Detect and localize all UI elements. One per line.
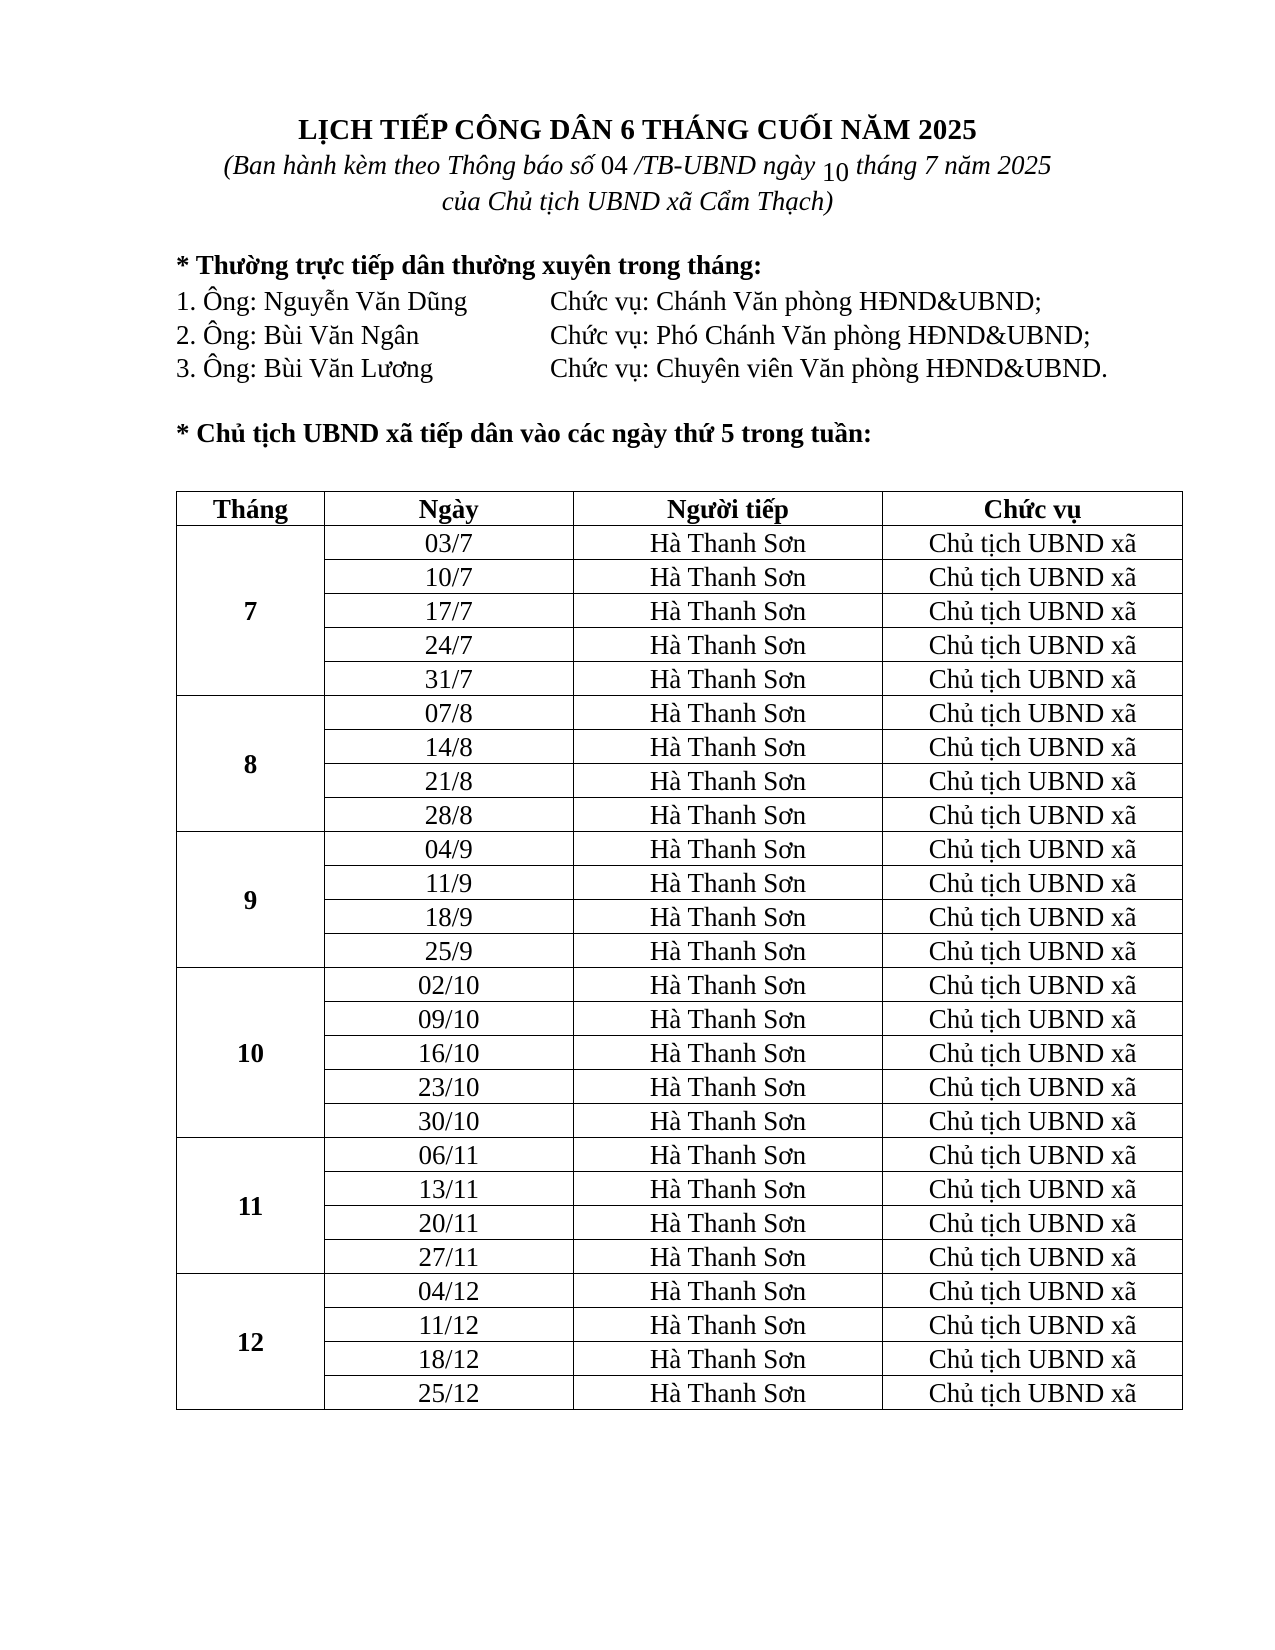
date-cell: 18/12: [324, 1342, 573, 1376]
table-row: [177, 1138, 1183, 1172]
date-cell: 31/7: [324, 662, 573, 696]
notice-number: 04: [600, 150, 628, 180]
subtitle-mid-1: /TB-UBND ngày: [627, 150, 822, 180]
date-cell: 11/12: [324, 1308, 573, 1342]
date-cell: 06/11: [324, 1138, 573, 1172]
month-cell: 12: [177, 1274, 325, 1410]
month-cell: 8: [177, 696, 325, 832]
person-cell: Hà Thanh Sơn: [573, 1274, 883, 1308]
position-cell: Chủ tịch UBND xã: [883, 1070, 1183, 1104]
date-cell: 24/7: [324, 628, 573, 662]
staff-row: [176, 320, 1176, 354]
person-cell: Hà Thanh Sơn: [573, 730, 883, 764]
table-header-row: [177, 492, 1183, 526]
date-cell: 23/10: [324, 1070, 573, 1104]
table-row: [177, 1172, 1183, 1206]
position-cell: Chủ tịch UBND xã: [883, 1376, 1183, 1410]
date-cell: 16/10: [324, 1036, 573, 1070]
person-cell: Hà Thanh Sơn: [573, 866, 883, 900]
table-row: [177, 1274, 1183, 1308]
date-cell: 18/9: [324, 900, 573, 934]
date-cell: 13/11: [324, 1172, 573, 1206]
position-cell: Chủ tịch UBND xã: [883, 1002, 1183, 1036]
header-person: Người tiếp: [573, 492, 883, 526]
table-row: [177, 1036, 1183, 1070]
staff-name: 1. Ông: Nguyễn Văn Dũng: [176, 286, 468, 316]
staff-role: Chức vụ: Chuyên viên Văn phòng HĐND&UBND.: [550, 353, 1108, 383]
schedule-table: [176, 491, 1183, 1410]
person-cell: Hà Thanh Sơn: [573, 764, 883, 798]
date-cell: 17/7: [324, 594, 573, 628]
subtitle-mid-2: tháng 7 năm 2025: [848, 150, 1052, 180]
position-cell: Chủ tịch UBND xã: [883, 526, 1183, 560]
position-cell: Chủ tịch UBND xã: [883, 560, 1183, 594]
date-cell: 30/10: [324, 1104, 573, 1138]
position-cell: Chủ tịch UBND xã: [883, 798, 1183, 832]
position-cell: Chủ tịch UBND xã: [883, 866, 1183, 900]
position-cell: Chủ tịch UBND xã: [883, 696, 1183, 730]
date-cell: 20/11: [324, 1206, 573, 1240]
table-row: [177, 900, 1183, 934]
position-cell: Chủ tịch UBND xã: [883, 1240, 1183, 1274]
date-cell: 25/12: [324, 1376, 573, 1410]
subtitle-line-2: của Chủ tịch UBND xã Cẩm Thạch): [441, 186, 834, 216]
date-cell: 03/7: [324, 526, 573, 560]
table-row: [177, 866, 1183, 900]
person-cell: Hà Thanh Sơn: [573, 1376, 883, 1410]
table-row: [177, 1104, 1183, 1138]
table-row: [177, 1376, 1183, 1410]
date-cell: 07/8: [324, 696, 573, 730]
position-cell: Chủ tịch UBND xã: [883, 1308, 1183, 1342]
table-row: [177, 560, 1183, 594]
date-cell: 04/12: [324, 1274, 573, 1308]
date-cell: 21/8: [324, 764, 573, 798]
month-cell: 7: [177, 526, 325, 696]
position-cell: Chủ tịch UBND xã: [883, 628, 1183, 662]
position-cell: Chủ tịch UBND xã: [883, 1274, 1183, 1308]
date-cell: 14/8: [324, 730, 573, 764]
table-row: [177, 968, 1183, 1002]
person-cell: Hà Thanh Sơn: [573, 1036, 883, 1070]
person-cell: Hà Thanh Sơn: [573, 1172, 883, 1206]
date-cell: 25/9: [324, 934, 573, 968]
position-cell: Chủ tịch UBND xã: [883, 764, 1183, 798]
person-cell: Hà Thanh Sơn: [573, 1070, 883, 1104]
person-cell: Hà Thanh Sơn: [573, 900, 883, 934]
position-cell: Chủ tịch UBND xã: [883, 594, 1183, 628]
month-cell: 10: [177, 968, 325, 1138]
table-row: [177, 594, 1183, 628]
position-cell: Chủ tịch UBND xã: [883, 730, 1183, 764]
notice-day: 10: [821, 157, 849, 187]
table-row: [177, 1308, 1183, 1342]
person-cell: Hà Thanh Sơn: [573, 968, 883, 1002]
section-heading-regular: * Thường trực tiếp dân thường xuyên trong tháng:: [176, 250, 763, 280]
section-heading-chairman: * Chủ tịch UBND xã tiếp dân vào các ngày thứ 5 trong tuần:: [176, 418, 873, 448]
table-row: [177, 526, 1183, 560]
date-cell: 28/8: [324, 798, 573, 832]
header-position: Chức vụ: [883, 492, 1183, 526]
header-month: Tháng: [177, 492, 325, 526]
position-cell: Chủ tịch UBND xã: [883, 832, 1183, 866]
position-cell: Chủ tịch UBND xã: [883, 662, 1183, 696]
table-row: [177, 934, 1183, 968]
staff-row: [176, 286, 1176, 320]
date-cell: 27/11: [324, 1240, 573, 1274]
person-cell: Hà Thanh Sơn: [573, 594, 883, 628]
staff-name: 2. Ông: Bùi Văn Ngân: [176, 320, 420, 350]
position-cell: Chủ tịch UBND xã: [883, 1104, 1183, 1138]
position-cell: Chủ tịch UBND xã: [883, 1206, 1183, 1240]
person-cell: Hà Thanh Sơn: [573, 1002, 883, 1036]
person-cell: Hà Thanh Sơn: [573, 696, 883, 730]
position-cell: Chủ tịch UBND xã: [883, 1138, 1183, 1172]
table-row: [177, 730, 1183, 764]
table-row: [177, 1002, 1183, 1036]
month-cell: 11: [177, 1138, 325, 1274]
date-cell: 10/7: [324, 560, 573, 594]
schedule-body: [177, 526, 1183, 1410]
person-cell: Hà Thanh Sơn: [573, 1206, 883, 1240]
person-cell: Hà Thanh Sơn: [573, 1342, 883, 1376]
person-cell: Hà Thanh Sơn: [573, 1308, 883, 1342]
table-row: [177, 696, 1183, 730]
table-row: [177, 628, 1183, 662]
subtitle-prefix: (Ban hành kèm theo Thông báo số: [223, 150, 601, 180]
position-cell: Chủ tịch UBND xã: [883, 1036, 1183, 1070]
month-cell: 9: [177, 832, 325, 968]
person-cell: Hà Thanh Sơn: [573, 934, 883, 968]
subtitle-line-1: [0, 150, 1275, 187]
table-row: [177, 1342, 1183, 1376]
person-cell: Hà Thanh Sơn: [573, 628, 883, 662]
page-title: LỊCH TIẾP CÔNG DÂN 6 THÁNG CUỐI NĂM 2025: [298, 114, 977, 146]
table-row: [177, 662, 1183, 696]
header-date: Ngày: [324, 492, 573, 526]
staff-name: 3. Ông: Bùi Văn Lương: [176, 353, 434, 383]
staff-role: Chức vụ: Chánh Văn phòng HĐND&UBND;: [550, 286, 1042, 316]
table-row: [177, 832, 1183, 866]
date-cell: 11/9: [324, 866, 573, 900]
table-row: [177, 1240, 1183, 1274]
person-cell: Hà Thanh Sơn: [573, 832, 883, 866]
position-cell: Chủ tịch UBND xã: [883, 1342, 1183, 1376]
person-cell: Hà Thanh Sơn: [573, 1240, 883, 1274]
person-cell: Hà Thanh Sơn: [573, 1104, 883, 1138]
position-cell: Chủ tịch UBND xã: [883, 1172, 1183, 1206]
date-cell: 02/10: [324, 968, 573, 1002]
person-cell: Hà Thanh Sơn: [573, 662, 883, 696]
table-row: [177, 798, 1183, 832]
date-cell: 04/9: [324, 832, 573, 866]
person-cell: Hà Thanh Sơn: [573, 1138, 883, 1172]
position-cell: Chủ tịch UBND xã: [883, 900, 1183, 934]
table-row: [177, 764, 1183, 798]
table-row: [177, 1206, 1183, 1240]
person-cell: Hà Thanh Sơn: [573, 798, 883, 832]
date-cell: 09/10: [324, 1002, 573, 1036]
person-cell: Hà Thanh Sơn: [573, 560, 883, 594]
position-cell: Chủ tịch UBND xã: [883, 968, 1183, 1002]
table-row: [177, 1070, 1183, 1104]
position-cell: Chủ tịch UBND xã: [883, 934, 1183, 968]
staff-row: [176, 353, 1176, 387]
person-cell: Hà Thanh Sơn: [573, 526, 883, 560]
staff-role: Chức vụ: Phó Chánh Văn phòng HĐND&UBND;: [550, 320, 1091, 350]
